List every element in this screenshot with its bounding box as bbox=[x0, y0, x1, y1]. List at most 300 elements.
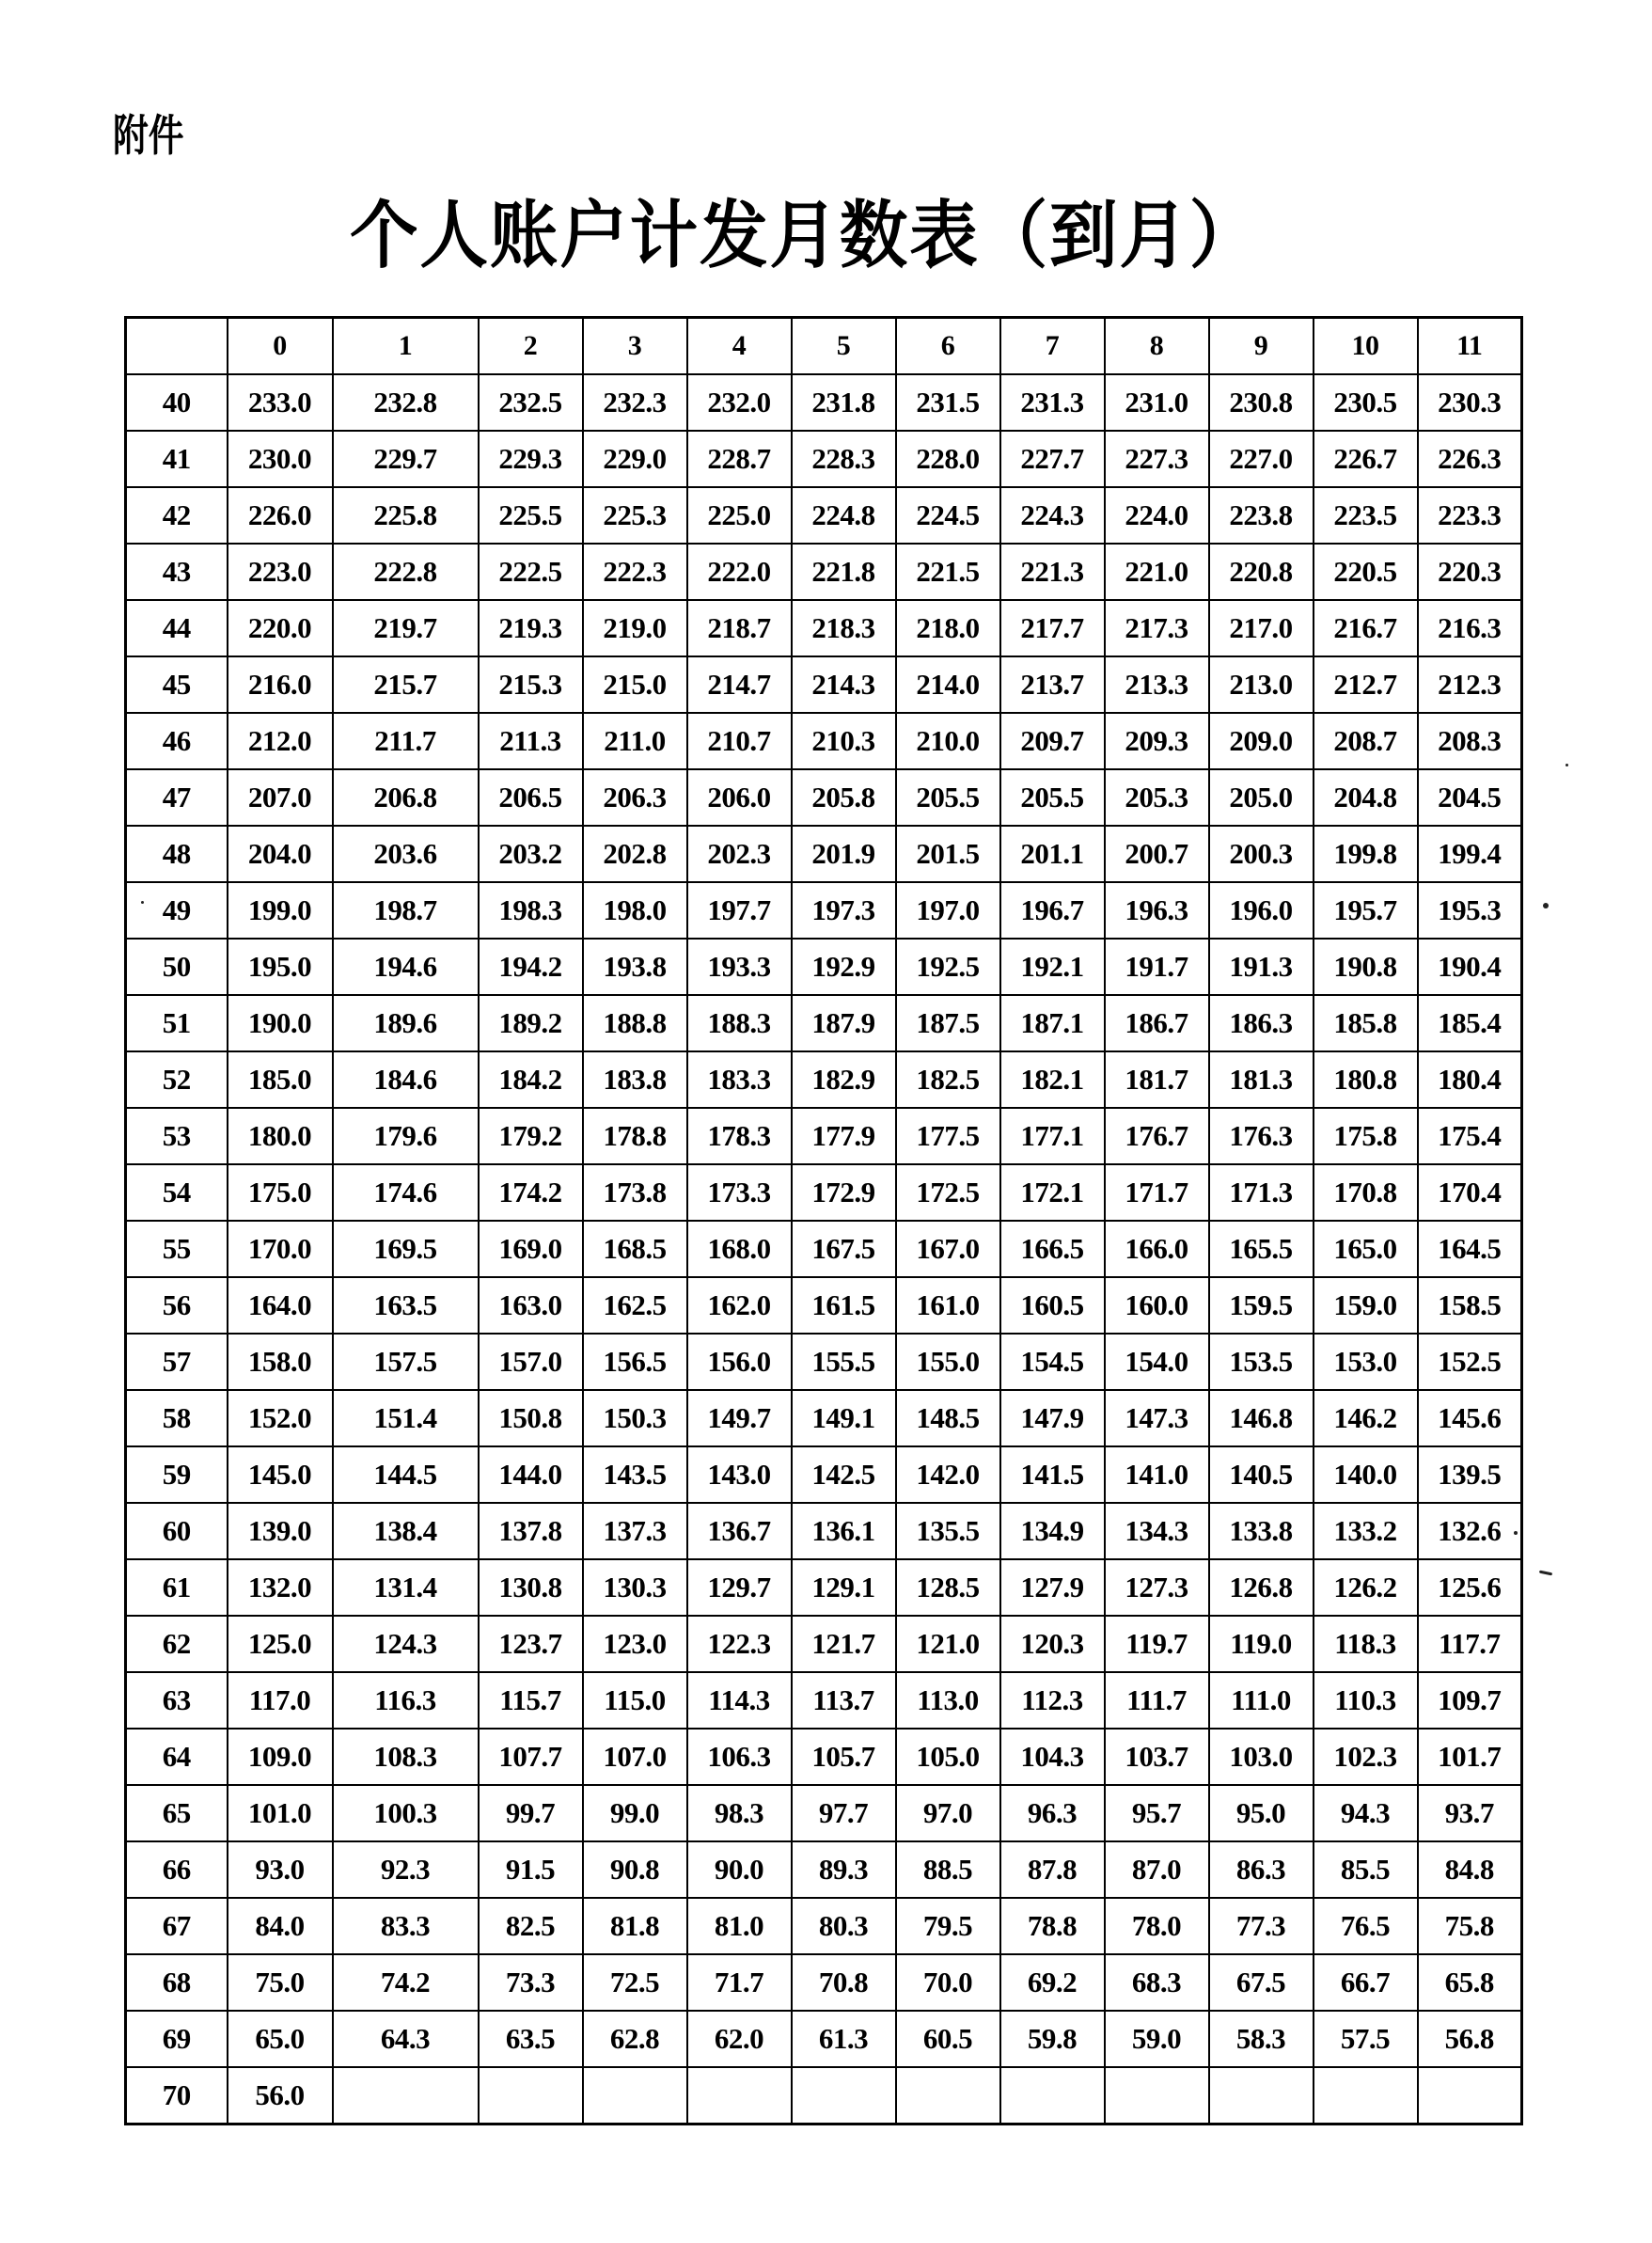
months-value-cell: 98.3 bbox=[687, 1785, 792, 1841]
months-value-cell: 65.0 bbox=[228, 2011, 333, 2067]
months-value-cell: 90.0 bbox=[687, 1841, 792, 1898]
months-value-cell: 224.3 bbox=[1000, 487, 1105, 544]
months-value-cell: 102.3 bbox=[1314, 1729, 1418, 1785]
month-header-7: 7 bbox=[1000, 318, 1105, 375]
months-value-cell: 91.5 bbox=[479, 1841, 583, 1898]
months-value-cell: 82.5 bbox=[479, 1898, 583, 1954]
months-value-cell: 146.2 bbox=[1314, 1390, 1418, 1446]
month-header-4: 4 bbox=[687, 318, 792, 375]
months-value-cell: 210.3 bbox=[792, 713, 896, 769]
months-value-cell: 198.7 bbox=[333, 882, 479, 939]
months-value-cell: 182.1 bbox=[1000, 1051, 1105, 1108]
months-value-cell: 229.3 bbox=[479, 431, 583, 487]
months-value-cell: 66.7 bbox=[1314, 1954, 1418, 2011]
month-header-8: 8 bbox=[1105, 318, 1209, 375]
months-value-cell: 172.9 bbox=[792, 1164, 896, 1221]
months-value-cell: 134.3 bbox=[1105, 1503, 1209, 1559]
months-value-cell bbox=[1000, 2067, 1105, 2125]
months-value-cell: 113.0 bbox=[896, 1672, 1000, 1729]
months-value-cell: 88.5 bbox=[896, 1841, 1000, 1898]
months-value-cell: 126.8 bbox=[1209, 1559, 1314, 1616]
months-value-cell: 75.8 bbox=[1418, 1898, 1522, 1954]
months-value-cell: 232.5 bbox=[479, 374, 583, 431]
months-value-cell: 116.3 bbox=[333, 1672, 479, 1729]
months-value-cell: 177.5 bbox=[896, 1108, 1000, 1164]
months-value-cell: 162.0 bbox=[687, 1277, 792, 1334]
months-value-cell: 223.0 bbox=[228, 544, 333, 600]
months-value-cell: 227.3 bbox=[1105, 431, 1209, 487]
scan-speck bbox=[1565, 764, 1568, 766]
months-value-cell: 127.9 bbox=[1000, 1559, 1105, 1616]
months-value-cell: 198.0 bbox=[583, 882, 687, 939]
months-value-cell: 111.7 bbox=[1105, 1672, 1209, 1729]
months-value-cell: 154.5 bbox=[1000, 1334, 1105, 1390]
table-row bbox=[126, 713, 1522, 769]
age-cell: 60 bbox=[126, 1503, 228, 1559]
months-value-cell: 128.5 bbox=[896, 1559, 1000, 1616]
months-value-cell: 81.8 bbox=[583, 1898, 687, 1954]
months-value-cell: 206.0 bbox=[687, 769, 792, 826]
months-value-cell: 175.0 bbox=[228, 1164, 333, 1221]
months-value-cell: 202.8 bbox=[583, 826, 687, 882]
table-row bbox=[126, 1954, 1522, 2011]
months-value-cell: 211.0 bbox=[583, 713, 687, 769]
table-row bbox=[126, 1729, 1522, 1785]
months-value-cell: 231.0 bbox=[1105, 374, 1209, 431]
months-value-cell: 140.0 bbox=[1314, 1446, 1418, 1503]
months-value-cell: 198.3 bbox=[479, 882, 583, 939]
months-value-cell: 132.0 bbox=[228, 1559, 333, 1616]
months-value-cell: 221.5 bbox=[896, 544, 1000, 600]
months-value-cell: 223.3 bbox=[1418, 487, 1522, 544]
months-value-cell: 227.0 bbox=[1209, 431, 1314, 487]
months-value-cell: 182.9 bbox=[792, 1051, 896, 1108]
months-value-cell: 168.0 bbox=[687, 1221, 792, 1277]
months-value-cell: 190.0 bbox=[228, 995, 333, 1051]
months-value-cell: 161.0 bbox=[896, 1277, 1000, 1334]
months-value-cell: 129.1 bbox=[792, 1559, 896, 1616]
age-cell: 70 bbox=[126, 2067, 228, 2125]
page-title: 个人账户计发月数表（到月） bbox=[350, 193, 1260, 278]
months-value-cell: 201.9 bbox=[792, 826, 896, 882]
months-value-cell: 197.7 bbox=[687, 882, 792, 939]
months-value-cell: 79.5 bbox=[896, 1898, 1000, 1954]
age-cell: 57 bbox=[126, 1334, 228, 1390]
months-value-cell: 224.5 bbox=[896, 487, 1000, 544]
months-value-cell: 161.5 bbox=[792, 1277, 896, 1334]
months-value-cell: 176.3 bbox=[1209, 1108, 1314, 1164]
months-value-cell bbox=[1314, 2067, 1418, 2125]
months-value-cell: 147.9 bbox=[1000, 1390, 1105, 1446]
months-value-cell: 140.5 bbox=[1209, 1446, 1314, 1503]
months-value-cell: 191.3 bbox=[1209, 939, 1314, 995]
months-value-cell: 155.5 bbox=[792, 1334, 896, 1390]
months-value-cell: 144.0 bbox=[479, 1446, 583, 1503]
months-value-cell: 195.7 bbox=[1314, 882, 1418, 939]
months-value-cell: 197.3 bbox=[792, 882, 896, 939]
months-value-cell: 225.0 bbox=[687, 487, 792, 544]
scan-speck bbox=[1543, 903, 1549, 908]
months-value-cell: 220.3 bbox=[1418, 544, 1522, 600]
month-header-9: 9 bbox=[1209, 318, 1314, 375]
months-value-cell: 87.8 bbox=[1000, 1841, 1105, 1898]
months-value-cell: 159.0 bbox=[1314, 1277, 1418, 1334]
months-value-cell: 125.0 bbox=[228, 1616, 333, 1672]
months-value-cell: 85.5 bbox=[1314, 1841, 1418, 1898]
months-value-cell bbox=[896, 2067, 1000, 2125]
months-value-cell: 162.5 bbox=[583, 1277, 687, 1334]
table-row bbox=[126, 1559, 1522, 1616]
months-value-cell: 69.2 bbox=[1000, 1954, 1105, 2011]
months-value-cell: 217.0 bbox=[1209, 600, 1314, 656]
age-cell: 67 bbox=[126, 1898, 228, 1954]
months-value-cell: 143.0 bbox=[687, 1446, 792, 1503]
month-header-5: 5 bbox=[792, 318, 896, 375]
months-value-cell: 87.0 bbox=[1105, 1841, 1209, 1898]
months-value-cell: 196.7 bbox=[1000, 882, 1105, 939]
months-value-cell: 71.7 bbox=[687, 1954, 792, 2011]
months-value-cell: 112.3 bbox=[1000, 1672, 1105, 1729]
months-value-cell: 108.3 bbox=[333, 1729, 479, 1785]
months-value-cell: 175.8 bbox=[1314, 1108, 1418, 1164]
table-row bbox=[126, 544, 1522, 600]
months-value-cell: 142.5 bbox=[792, 1446, 896, 1503]
months-value-cell: 175.4 bbox=[1418, 1108, 1522, 1164]
months-value-cell: 214.3 bbox=[792, 656, 896, 713]
table-row bbox=[126, 1164, 1522, 1221]
header-row bbox=[126, 318, 1522, 375]
months-value-cell: 188.3 bbox=[687, 995, 792, 1051]
months-value-cell: 210.0 bbox=[896, 713, 1000, 769]
months-value-cell: 221.3 bbox=[1000, 544, 1105, 600]
months-value-cell: 146.8 bbox=[1209, 1390, 1314, 1446]
months-value-cell: 180.4 bbox=[1418, 1051, 1522, 1108]
table-row bbox=[126, 1672, 1522, 1729]
months-value-cell: 205.0 bbox=[1209, 769, 1314, 826]
months-value-cell: 125.6 bbox=[1418, 1559, 1522, 1616]
months-value-cell: 145.0 bbox=[228, 1446, 333, 1503]
months-value-cell: 203.6 bbox=[333, 826, 479, 882]
months-value-cell: 139.5 bbox=[1418, 1446, 1522, 1503]
months-value-cell: 90.8 bbox=[583, 1841, 687, 1898]
months-value-cell: 151.4 bbox=[333, 1390, 479, 1446]
months-value-cell: 165.0 bbox=[1314, 1221, 1418, 1277]
months-value-cell: 92.3 bbox=[333, 1841, 479, 1898]
months-value-cell: 141.5 bbox=[1000, 1446, 1105, 1503]
months-value-cell: 76.5 bbox=[1314, 1898, 1418, 1954]
months-value-cell: 147.3 bbox=[1105, 1390, 1209, 1446]
age-cell: 64 bbox=[126, 1729, 228, 1785]
months-value-cell: 221.8 bbox=[792, 544, 896, 600]
age-cell: 56 bbox=[126, 1277, 228, 1334]
months-value-cell: 222.3 bbox=[583, 544, 687, 600]
months-value-cell: 182.5 bbox=[896, 1051, 1000, 1108]
age-cell: 48 bbox=[126, 826, 228, 882]
months-value-cell: 172.5 bbox=[896, 1164, 1000, 1221]
months-value-cell: 224.8 bbox=[792, 487, 896, 544]
months-value-cell: 84.0 bbox=[228, 1898, 333, 1954]
month-header-10: 10 bbox=[1314, 318, 1418, 375]
months-value-cell: 105.7 bbox=[792, 1729, 896, 1785]
months-value-cell: 185.4 bbox=[1418, 995, 1522, 1051]
months-value-cell: 186.3 bbox=[1209, 995, 1314, 1051]
months-value-cell: 156.5 bbox=[583, 1334, 687, 1390]
months-value-cell: 57.5 bbox=[1314, 2011, 1418, 2067]
scan-speck bbox=[141, 901, 144, 904]
months-value-cell: 230.0 bbox=[228, 431, 333, 487]
months-value-cell: 199.8 bbox=[1314, 826, 1418, 882]
months-value-cell: 110.3 bbox=[1314, 1672, 1418, 1729]
months-value-cell: 75.0 bbox=[228, 1954, 333, 2011]
months-value-cell: 137.3 bbox=[583, 1503, 687, 1559]
months-value-cell: 99.0 bbox=[583, 1785, 687, 1841]
months-value-cell: 226.3 bbox=[1418, 431, 1522, 487]
months-value-cell: 157.0 bbox=[479, 1334, 583, 1390]
months-value-cell: 169.0 bbox=[479, 1221, 583, 1277]
months-value-cell: 219.7 bbox=[333, 600, 479, 656]
months-value-cell: 135.5 bbox=[896, 1503, 1000, 1559]
months-value-cell: 201.5 bbox=[896, 826, 1000, 882]
months-value-cell bbox=[1209, 2067, 1314, 2125]
table-row bbox=[126, 1334, 1522, 1390]
months-value-cell: 226.7 bbox=[1314, 431, 1418, 487]
months-value-cell: 152.5 bbox=[1418, 1334, 1522, 1390]
age-cell: 40 bbox=[126, 374, 228, 431]
table-row bbox=[126, 1446, 1522, 1503]
months-value-cell: 109.7 bbox=[1418, 1672, 1522, 1729]
months-value-cell: 187.1 bbox=[1000, 995, 1105, 1051]
months-value-cell: 95.0 bbox=[1209, 1785, 1314, 1841]
months-value-cell: 123.0 bbox=[583, 1616, 687, 1672]
months-value-cell: 119.0 bbox=[1209, 1616, 1314, 1672]
age-cell: 50 bbox=[126, 939, 228, 995]
scan-speck bbox=[1514, 1531, 1518, 1535]
months-value-cell: 65.8 bbox=[1418, 1954, 1522, 2011]
months-value-cell: 192.1 bbox=[1000, 939, 1105, 995]
months-value-cell: 126.2 bbox=[1314, 1559, 1418, 1616]
age-cell: 68 bbox=[126, 1954, 228, 2011]
months-value-cell: 114.3 bbox=[687, 1672, 792, 1729]
months-value-cell: 215.3 bbox=[479, 656, 583, 713]
months-value-cell: 167.0 bbox=[896, 1221, 1000, 1277]
months-value-cell: 233.0 bbox=[228, 374, 333, 431]
months-value-cell: 58.3 bbox=[1209, 2011, 1314, 2067]
months-value-cell: 232.8 bbox=[333, 374, 479, 431]
months-value-cell: 214.0 bbox=[896, 656, 1000, 713]
age-cell: 54 bbox=[126, 1164, 228, 1221]
months-value-cell: 72.5 bbox=[583, 1954, 687, 2011]
corner-cell bbox=[126, 318, 228, 375]
age-cell: 44 bbox=[126, 600, 228, 656]
table-row bbox=[126, 939, 1522, 995]
months-value-cell: 203.2 bbox=[479, 826, 583, 882]
table-body bbox=[126, 374, 1522, 2125]
attachment-label: 附件 bbox=[113, 110, 184, 161]
months-value-cell: 225.3 bbox=[583, 487, 687, 544]
months-value-cell: 196.0 bbox=[1209, 882, 1314, 939]
months-value-cell: 118.3 bbox=[1314, 1616, 1418, 1672]
months-value-cell bbox=[792, 2067, 896, 2125]
months-value-cell: 218.7 bbox=[687, 600, 792, 656]
months-value-cell: 156.0 bbox=[687, 1334, 792, 1390]
months-value-cell: 208.7 bbox=[1314, 713, 1418, 769]
age-cell: 49 bbox=[126, 882, 228, 939]
months-value-cell: 187.5 bbox=[896, 995, 1000, 1051]
months-value-cell: 93.7 bbox=[1418, 1785, 1522, 1841]
months-value-cell: 188.8 bbox=[583, 995, 687, 1051]
months-value-cell: 193.3 bbox=[687, 939, 792, 995]
months-value-cell: 115.7 bbox=[479, 1672, 583, 1729]
table-row bbox=[126, 769, 1522, 826]
months-value-cell: 231.3 bbox=[1000, 374, 1105, 431]
months-value-cell: 180.0 bbox=[228, 1108, 333, 1164]
months-value-cell: 205.8 bbox=[792, 769, 896, 826]
months-value-cell: 173.8 bbox=[583, 1164, 687, 1221]
months-value-cell: 177.1 bbox=[1000, 1108, 1105, 1164]
months-value-cell: 199.0 bbox=[228, 882, 333, 939]
months-value-cell: 195.3 bbox=[1418, 882, 1522, 939]
months-value-cell: 170.0 bbox=[228, 1221, 333, 1277]
months-value-cell: 223.5 bbox=[1314, 487, 1418, 544]
months-value-cell: 149.1 bbox=[792, 1390, 896, 1446]
months-value-cell: 117.7 bbox=[1418, 1616, 1522, 1672]
months-value-cell: 61.3 bbox=[792, 2011, 896, 2067]
months-value-cell: 209.0 bbox=[1209, 713, 1314, 769]
months-value-cell: 171.3 bbox=[1209, 1164, 1314, 1221]
months-value-cell: 165.5 bbox=[1209, 1221, 1314, 1277]
months-value-cell: 215.7 bbox=[333, 656, 479, 713]
months-value-cell: 204.8 bbox=[1314, 769, 1418, 826]
months-value-cell: 83.3 bbox=[333, 1898, 479, 1954]
months-value-cell: 73.3 bbox=[479, 1954, 583, 2011]
months-value-cell: 213.0 bbox=[1209, 656, 1314, 713]
months-value-cell: 220.8 bbox=[1209, 544, 1314, 600]
months-value-cell: 101.0 bbox=[228, 1785, 333, 1841]
months-value-cell: 130.3 bbox=[583, 1559, 687, 1616]
months-value-cell: 77.3 bbox=[1209, 1898, 1314, 1954]
months-value-cell: 177.9 bbox=[792, 1108, 896, 1164]
months-value-cell: 138.4 bbox=[333, 1503, 479, 1559]
months-value-cell bbox=[1418, 2067, 1522, 2125]
months-value-cell: 154.0 bbox=[1105, 1334, 1209, 1390]
months-value-cell: 225.5 bbox=[479, 487, 583, 544]
months-value-cell: 228.7 bbox=[687, 431, 792, 487]
months-value-cell: 185.8 bbox=[1314, 995, 1418, 1051]
months-value-cell: 95.7 bbox=[1105, 1785, 1209, 1841]
months-value-cell: 195.0 bbox=[228, 939, 333, 995]
months-value-cell: 222.0 bbox=[687, 544, 792, 600]
months-value-cell: 68.3 bbox=[1105, 1954, 1209, 2011]
months-value-cell: 129.7 bbox=[687, 1559, 792, 1616]
months-value-cell: 197.0 bbox=[896, 882, 1000, 939]
months-value-cell: 64.3 bbox=[333, 2011, 479, 2067]
months-value-cell: 205.3 bbox=[1105, 769, 1209, 826]
age-cell: 65 bbox=[126, 1785, 228, 1841]
months-value-cell: 155.0 bbox=[896, 1334, 1000, 1390]
table-row bbox=[126, 1898, 1522, 1954]
months-value-cell: 216.3 bbox=[1418, 600, 1522, 656]
months-value-cell: 174.6 bbox=[333, 1164, 479, 1221]
months-value-cell: 229.0 bbox=[583, 431, 687, 487]
months-value-cell: 144.5 bbox=[333, 1446, 479, 1503]
scan-erasure bbox=[1222, 2163, 1533, 2229]
table-row bbox=[126, 600, 1522, 656]
months-value-cell: 163.0 bbox=[479, 1277, 583, 1334]
months-value-cell: 200.3 bbox=[1209, 826, 1314, 882]
months-value-cell: 217.3 bbox=[1105, 600, 1209, 656]
age-cell: 43 bbox=[126, 544, 228, 600]
months-value-cell: 145.6 bbox=[1418, 1390, 1522, 1446]
months-value-cell: 220.0 bbox=[228, 600, 333, 656]
table-row bbox=[126, 487, 1522, 544]
months-value-cell: 136.1 bbox=[792, 1503, 896, 1559]
months-value-cell: 70.8 bbox=[792, 1954, 896, 2011]
months-value-cell: 63.5 bbox=[479, 2011, 583, 2067]
months-value-cell: 213.7 bbox=[1000, 656, 1105, 713]
months-value-cell: 122.3 bbox=[687, 1616, 792, 1672]
table-row bbox=[126, 995, 1522, 1051]
months-value-cell: 80.3 bbox=[792, 1898, 896, 1954]
months-value-cell: 103.7 bbox=[1105, 1729, 1209, 1785]
months-value-cell: 70.0 bbox=[896, 1954, 1000, 2011]
months-value-cell: 181.7 bbox=[1105, 1051, 1209, 1108]
months-value-cell: 230.3 bbox=[1418, 374, 1522, 431]
months-value-cell: 141.0 bbox=[1105, 1446, 1209, 1503]
months-value-cell: 124.3 bbox=[333, 1616, 479, 1672]
age-cell: 69 bbox=[126, 2011, 228, 2067]
table-row bbox=[126, 1051, 1522, 1108]
months-value-cell: 163.5 bbox=[333, 1277, 479, 1334]
months-value-cell: 119.7 bbox=[1105, 1616, 1209, 1672]
months-value-cell: 117.0 bbox=[228, 1672, 333, 1729]
age-cell: 46 bbox=[126, 713, 228, 769]
months-value-cell: 222.5 bbox=[479, 544, 583, 600]
months-value-cell: 171.7 bbox=[1105, 1164, 1209, 1221]
months-value-cell: 194.2 bbox=[479, 939, 583, 995]
months-value-cell: 170.8 bbox=[1314, 1164, 1418, 1221]
months-value-cell: 164.0 bbox=[228, 1277, 333, 1334]
months-value-cell: 84.8 bbox=[1418, 1841, 1522, 1898]
age-cell: 61 bbox=[126, 1559, 228, 1616]
age-cell: 59 bbox=[126, 1446, 228, 1503]
table-row bbox=[126, 1390, 1522, 1446]
month-header-1: 1 bbox=[333, 318, 479, 375]
months-value-cell: 93.0 bbox=[228, 1841, 333, 1898]
months-value-cell: 127.3 bbox=[1105, 1559, 1209, 1616]
months-value-cell: 111.0 bbox=[1209, 1672, 1314, 1729]
months-value-cell: 170.4 bbox=[1418, 1164, 1522, 1221]
months-value-cell: 133.8 bbox=[1209, 1503, 1314, 1559]
table-row bbox=[126, 431, 1522, 487]
table-row bbox=[126, 1221, 1522, 1277]
months-value-cell: 113.7 bbox=[792, 1672, 896, 1729]
age-cell: 47 bbox=[126, 769, 228, 826]
months-value-cell: 121.0 bbox=[896, 1616, 1000, 1672]
months-value-cell: 166.5 bbox=[1000, 1221, 1105, 1277]
months-value-cell: 223.8 bbox=[1209, 487, 1314, 544]
months-value-cell: 179.6 bbox=[333, 1108, 479, 1164]
months-value-cell: 78.8 bbox=[1000, 1898, 1105, 1954]
months-value-cell: 231.8 bbox=[792, 374, 896, 431]
months-value-cell: 136.7 bbox=[687, 1503, 792, 1559]
months-value-cell: 230.5 bbox=[1314, 374, 1418, 431]
months-value-cell: 190.8 bbox=[1314, 939, 1418, 995]
age-cell: 63 bbox=[126, 1672, 228, 1729]
months-value-cell: 199.4 bbox=[1418, 826, 1522, 882]
months-value-cell: 150.3 bbox=[583, 1390, 687, 1446]
months-value-cell: 212.0 bbox=[228, 713, 333, 769]
months-value-cell: 194.6 bbox=[333, 939, 479, 995]
